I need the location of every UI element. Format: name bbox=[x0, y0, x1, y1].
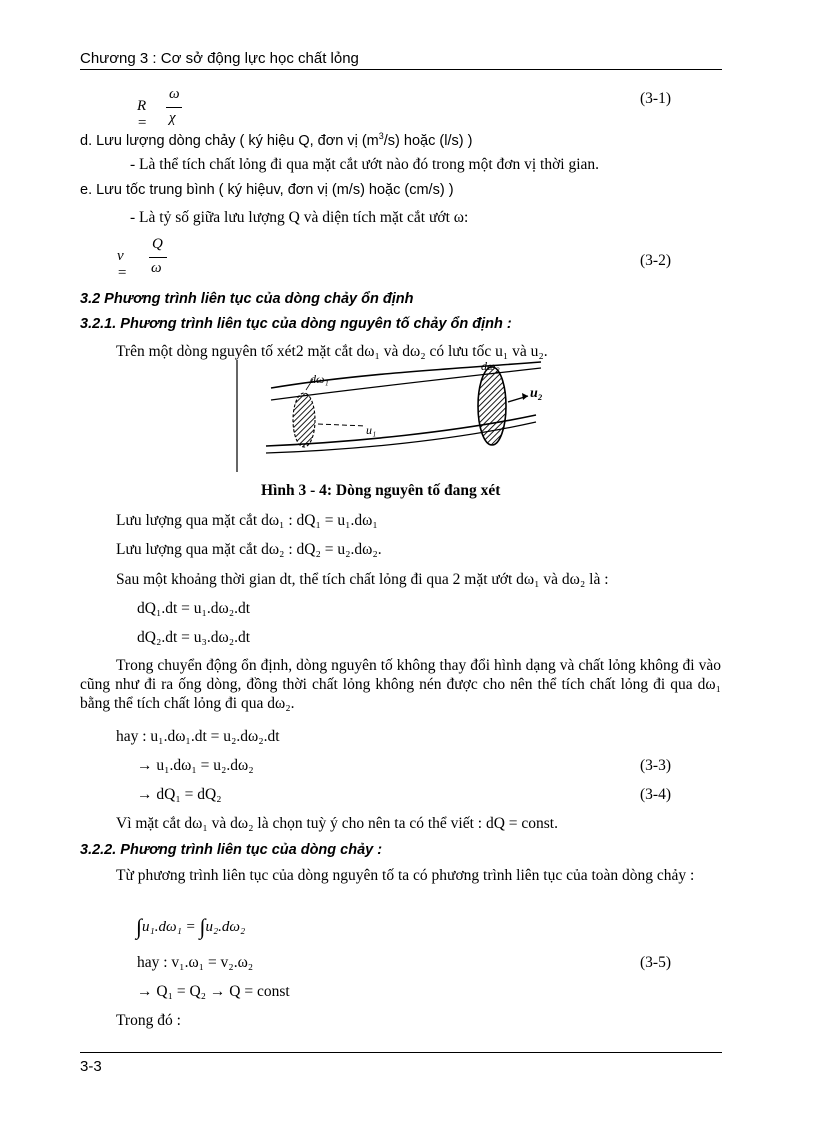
figure-label-dw2: dω₂ bbox=[481, 359, 500, 373]
equation-number-3-5: (3-5) bbox=[640, 954, 671, 971]
page-number: 3-3 bbox=[80, 1058, 102, 1075]
equation-number-3-4: (3-4) bbox=[640, 786, 671, 803]
integral-symbol: ∫ bbox=[199, 914, 206, 939]
figure-caption: Hình 3 - 4: Dòng nguyên tố đang xét bbox=[261, 482, 501, 499]
item-d bbox=[80, 131, 472, 149]
eq2-numerator: Q bbox=[152, 236, 163, 252]
integral-left: u₁.dω₁ = bbox=[142, 919, 196, 935]
header-rule bbox=[80, 69, 722, 70]
steady-flow-text: Trong chuyển động ổn định, dòng nguyên tố không thay đổi hình dạng và chất lỏng không đi vào cũng như đi ra ống dòng, đồng thời chất lỏng không nén được cho nên thể tích chất lỏng đi qua dω₁ bằng thể tích chất lỏng đi qua dω₂. bbox=[80, 657, 721, 712]
stream-tube-figure bbox=[236, 360, 546, 472]
from-text: Từ phương trình liên tục của dòng nguyên tố ta có phương trình liên tục của toàn dòng chảy : bbox=[116, 867, 695, 884]
fraction-bar bbox=[166, 107, 182, 108]
from-paragraph bbox=[80, 866, 721, 885]
item-e: e. Lưu tốc trung bình ( ký hiệuv, đơn vị (m/s) hoặc (cm/s) ) bbox=[80, 182, 454, 198]
trong-do-line: Trong đó : bbox=[116, 1012, 181, 1029]
equation-3-3: → u₁.dω₁ = u₂.dω₂ bbox=[137, 757, 254, 774]
eq2-denominator: ω bbox=[151, 260, 162, 276]
eq1-numerator: ω bbox=[169, 86, 180, 102]
equation-number-3-2: (3-2) bbox=[640, 252, 671, 269]
figure-label-u1: u₁ bbox=[366, 423, 377, 437]
footer-rule bbox=[80, 1052, 722, 1053]
volume-eq-2: dQ₂.dt = u₃.dω₂.dt bbox=[137, 629, 251, 646]
item-d-suffix: /s) hoặc (l/s) ) bbox=[383, 132, 473, 149]
item-d-superscript: 3 bbox=[378, 131, 384, 141]
integral-equation bbox=[136, 914, 245, 940]
steady-flow-paragraph bbox=[80, 656, 721, 713]
volume-eq-1: dQ₁.dt = u₁.dω₂.dt bbox=[137, 600, 251, 617]
equation-3-4: → dQ₁ = dQ₂ bbox=[137, 786, 222, 803]
equation-3-5: hay : v₁.ω₁ = v₂.ω₂ bbox=[137, 954, 254, 971]
since-line: Vì mặt cắt dω₁ và dω₂ là chọn tuỳ ý cho nên ta có thể viết : dQ = const. bbox=[116, 815, 558, 832]
figure-label-dw1: dω₁ bbox=[310, 372, 329, 386]
figure-label-u2: u₂ bbox=[530, 386, 543, 401]
section-heading-3-2-2: 3.2.2. Phương trình liên tục của dòng chảy : bbox=[80, 842, 383, 858]
item-d-description: - Là thể tích chất lỏng đi qua mặt cắt ướt nào đó trong một đơn vị thời gian. bbox=[130, 156, 600, 173]
integral-right: u₂.dω₂ bbox=[205, 919, 246, 935]
eq1-denominator: χ bbox=[169, 110, 176, 126]
eq2-lhs: v = bbox=[117, 248, 128, 281]
section-heading-3-2: 3.2 Phương trình liên tục của dòng chảy ổn định bbox=[80, 291, 414, 307]
equation-number-3-1: (3-1) bbox=[640, 90, 671, 107]
intro-line: Trên một dòng nguyên tố xét2 mặt cắt dω₁ và dω₂ có lưu tốc u₁ và u₂. bbox=[116, 343, 548, 360]
equation-number-3-3: (3-3) bbox=[640, 757, 671, 774]
q-const-line: → Q₁ = Q₂ → Q = const bbox=[137, 983, 290, 1000]
page-header: Chương 3 : Cơ sở động lực học chất lỏng bbox=[80, 50, 359, 67]
item-e-description: - Là tỷ số giữa lưu lượng Q và diện tích mặt cắt ướt ω: bbox=[130, 209, 469, 226]
fraction-bar bbox=[149, 257, 167, 258]
integral-symbol: ∫ bbox=[136, 914, 143, 939]
flow-rate-2: Lưu lượng qua mặt cắt dω₂ : dQ₂ = u₂.dω₂. bbox=[116, 541, 382, 558]
hay-line-1: hay : u₁.dω₁.dt = u₂.dω₂.dt bbox=[116, 728, 280, 745]
after-dt-line: Sau một khoảng thời gian dt, thể tích chất lỏng đi qua 2 mặt ướt dω₁ và dω₂ là : bbox=[116, 571, 609, 588]
eq1-lhs: R = bbox=[137, 98, 148, 131]
flow-rate-1: Lưu lượng qua mặt cắt dω₁ : dQ₁ = u₁.dω₁ bbox=[116, 512, 378, 529]
item-d-prefix: d. Lưu lượng dòng chảy ( ký hiệu Q, đơn vị (m bbox=[80, 132, 379, 149]
section-heading-3-2-1: 3.2.1. Phương trình liên tục của dòng nguyên tố chảy ổn định : bbox=[80, 316, 512, 332]
